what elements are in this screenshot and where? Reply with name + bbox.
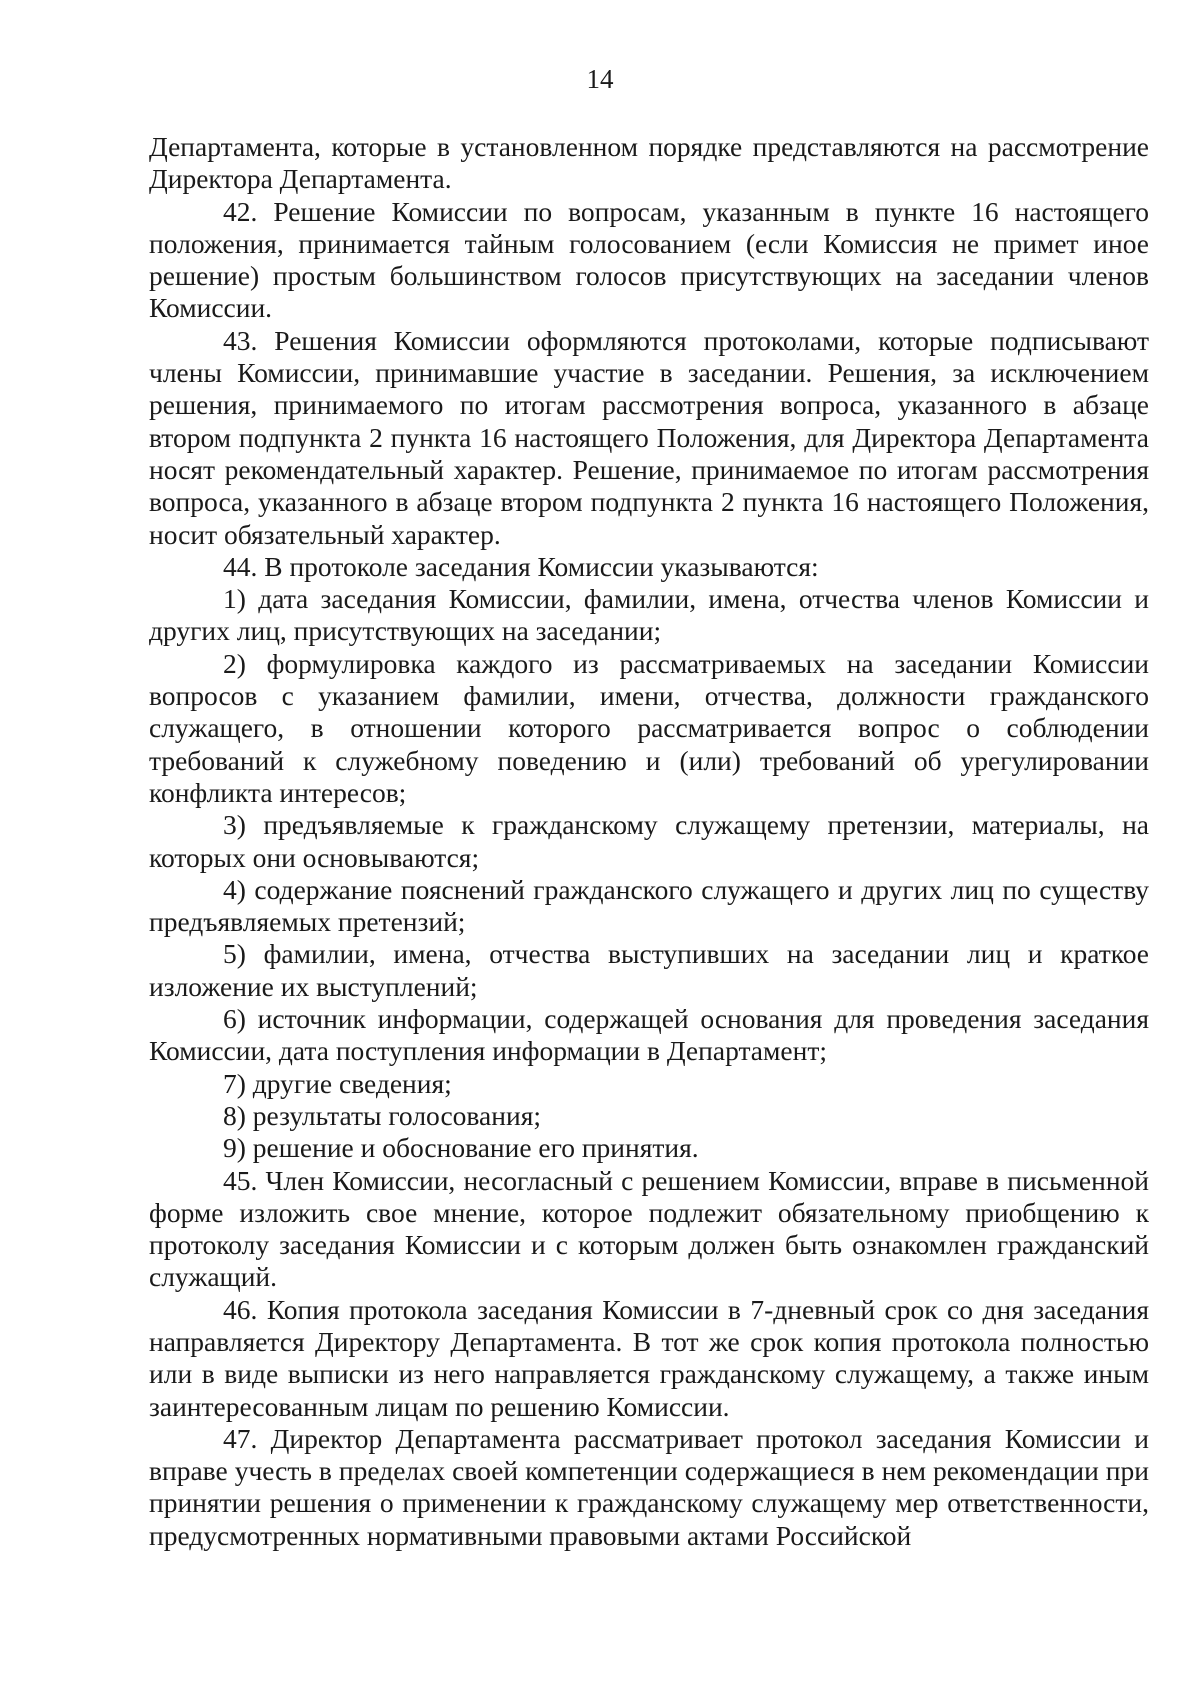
list-item-7: 7) другие сведения; xyxy=(223,1067,452,1099)
paragraph-item-46: 46. Копия протокола заседания Комиссии в 7-дневный срок со дня заседания направляется Директору Департамента. В тот же срок копия протокола полностью или в виде выписки из него направляется гражданскому служащему, а также иным заинтересованным лицам по решению Комиссии. xyxy=(149,1293,1149,1422)
paragraph-continuation: Департамента, которые в установленном порядке представляются на рассмотрение Директора Департамента. xyxy=(149,131,1149,195)
paragraph-item-44: 44. В протоколе заседания Комиссии указываются: xyxy=(223,550,819,582)
list-item-9: 9) решение и обоснование его принятия. xyxy=(223,1132,699,1164)
paragraph-item-43: 43. Решения Комиссии оформляются протоколами, которые подписывают члены Комиссии, принимавшие участие в заседании. Решения, за исключением решения, принимаемого по итогам рассмотрения вопроса, указанного в абзаце втором подпункта 2 пункта 16 настоящего Положения, для Директора Департамента носят рекомендательный характер. Решение, принимаемое по итогам рассмотрения вопроса, указанного в абзаце втором подпункта 2 пункта 16 настоящего Положения, носит обязательный характер. xyxy=(149,324,1149,550)
list-item-3: 3) предъявляемые к гражданскому служащему претензии, материалы, на которых они основываются; xyxy=(149,809,1149,873)
list-item-6: 6) источник информации, содержащей основания для проведения заседания Комиссии, дата поступления информации в Департамент; xyxy=(149,1003,1149,1067)
list-item-4: 4) содержание пояснений гражданского служащего и других лиц по существу предъявляемых претензий; xyxy=(149,873,1149,938)
document-body xyxy=(149,131,1149,1552)
page-number: 14 xyxy=(586,64,614,94)
paragraph-item-45: 45. Член Комиссии, несогласный с решением Комиссии, вправе в письменной форме изложить свое мнение, которое подлежит обязательному приобщению к протоколу заседания Комиссии и с которым должен быть ознакомлен гражданский служащий. xyxy=(149,1164,1149,1293)
list-item-5: 5) фамилии, имена, отчества выступивших на заседании лиц и краткое изложение их выступлений; xyxy=(149,938,1149,1002)
list-item-1: 1) дата заседания Комиссии, фамилии, имена, отчества членов Комиссии и других лиц, присутствующих на заседании; xyxy=(149,583,1149,647)
paragraph-item-42: 42. Решение Комиссии по вопросам, указанным в пункте 16 настоящего положения, принимается тайным голосованием (если Комиссия не примет иное решение) простым большинством голосов присутствующих на заседании членов Комиссии. xyxy=(149,195,1149,324)
paragraph-item-47: 47. Директор Департамента рассматривает протокол заседания Комиссии и вправе учесть в пределах своей компетенции содержащиеся в нем рекомендации при принятии решения о применении к гражданскому служащему мер ответственности, предусмотренных нормативными правовыми актами Российской xyxy=(149,1422,1149,1551)
list-item-2: 2) формулировка каждого из рассматриваемых на заседании Комиссии вопросов с указанием фамилии, имени, отчества, должности гражданского служащего, в отношении которого рассматривается вопрос о соблюдении требований к служебному поведению и (или) требований об урегулировании конфликта интересов; xyxy=(149,647,1149,808)
list-item-8: 8) результаты голосования; xyxy=(223,1099,541,1131)
